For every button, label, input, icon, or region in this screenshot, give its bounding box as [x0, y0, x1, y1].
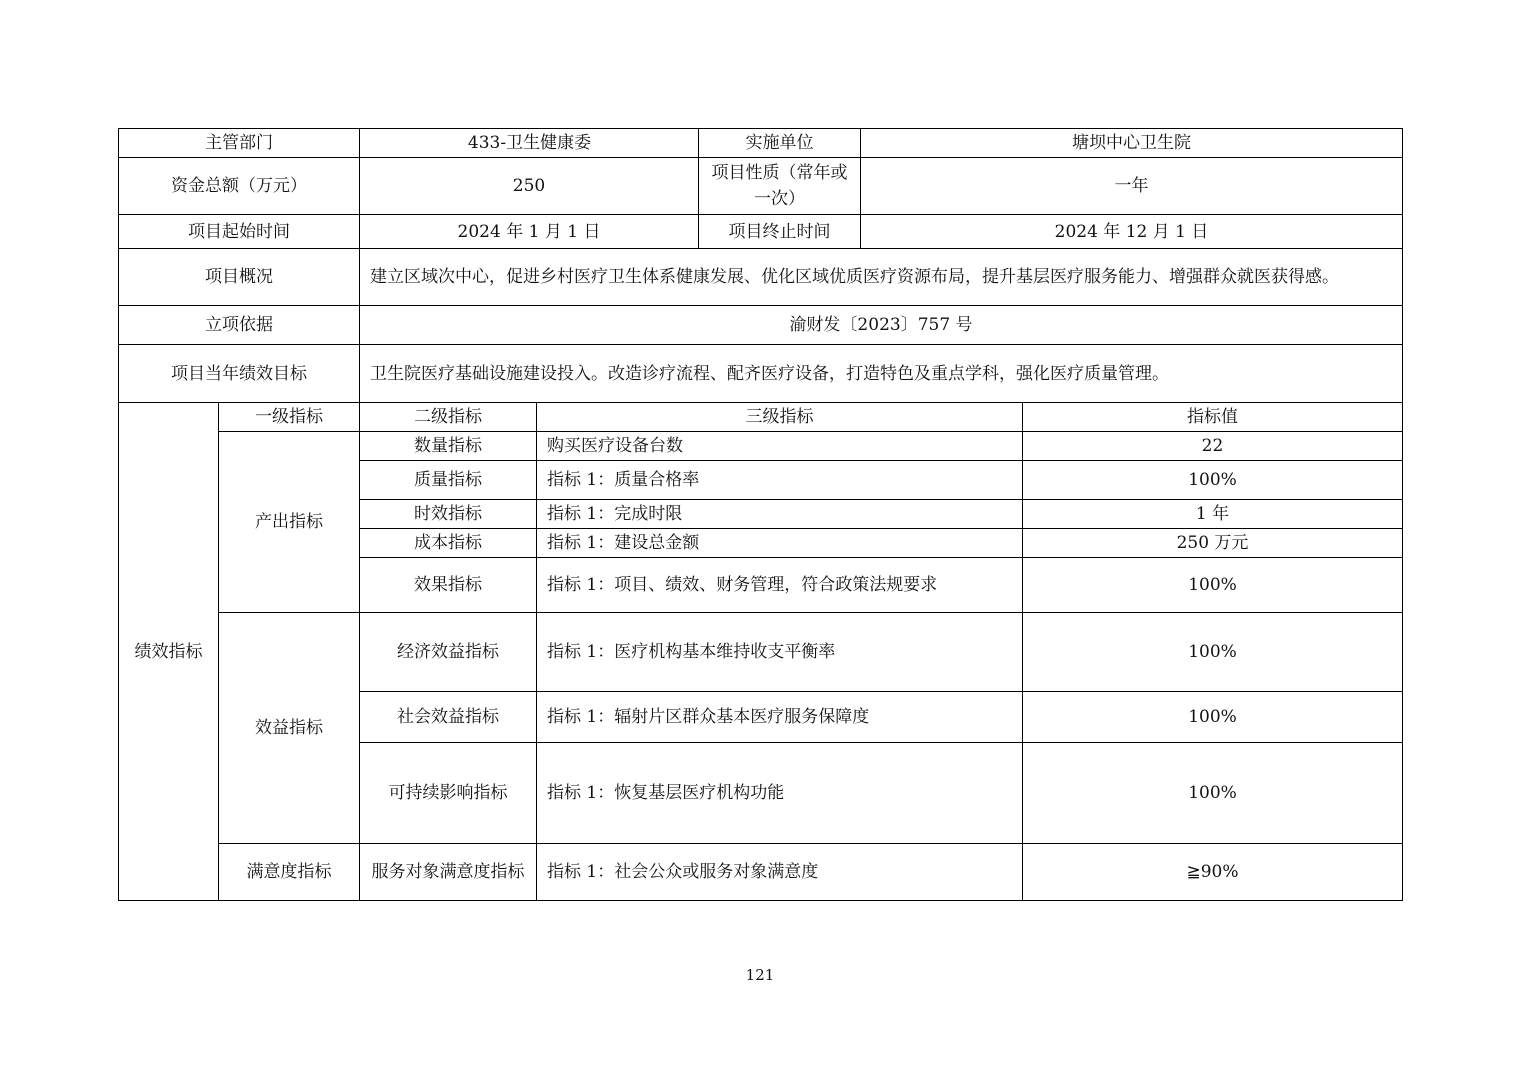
goal-value: 卫生院医疗基础设施建设投入。改造诊疗流程、配齐医疗设备，打造特色及重点学科，强化医疗质量管理。	[359, 344, 1403, 403]
col-header-level3: 三级指标	[536, 402, 1023, 432]
value-cell: 100%	[1022, 612, 1403, 692]
basis-label: 立项依据	[118, 305, 360, 345]
level2-cell: 成本指标	[359, 528, 537, 558]
funds-label: 资金总额（万元）	[118, 157, 360, 215]
overview-value: 建立区域次中心，促进乡村医疗卫生体系健康发展、优化区域优质医疗资源布局，提升基层医疗服务能力、增强群众就医获得感。	[359, 248, 1403, 306]
col-header-level1: 一级指标	[218, 402, 360, 432]
level2-cell: 经济效益指标	[359, 612, 537, 692]
level3-cell: 指标 1：医疗机构基本维持收支平衡率	[536, 612, 1023, 692]
end-label: 项目终止时间	[698, 214, 861, 249]
start-label: 项目起始时间	[118, 214, 360, 249]
col-header-value: 指标值	[1022, 402, 1403, 432]
level2-cell: 社会效益指标	[359, 691, 537, 743]
project-info-table	[118, 128, 1402, 901]
goal-label: 项目当年绩效目标	[118, 344, 360, 403]
dept-label: 主管部门	[118, 128, 360, 158]
level2-cell: 时效指标	[359, 499, 537, 529]
unit-value: 塘坝中心卫生院	[860, 128, 1403, 158]
unit-label: 实施单位	[698, 128, 861, 158]
document-sheet	[118, 128, 1402, 901]
level3-cell: 指标 1：项目、绩效、财务管理，符合政策法规要求	[536, 557, 1023, 613]
value-cell: ≧90%	[1022, 843, 1403, 901]
level3-cell: 指标 1：质量合格率	[536, 460, 1023, 500]
nature-label: 项目性质（常年或一次）	[698, 157, 861, 215]
level3-cell: 指标 1：社会公众或服务对象满意度	[536, 843, 1023, 901]
funds-value: 250	[359, 157, 699, 215]
level2-cell: 数量指标	[359, 431, 537, 461]
value-cell: 100%	[1022, 691, 1403, 743]
level2-cell: 效果指标	[359, 557, 537, 613]
level3-cell: 指标 1：完成时限	[536, 499, 1023, 529]
level3-cell: 购买医疗设备台数	[536, 431, 1023, 461]
level2-cell: 服务对象满意度指标	[359, 843, 537, 901]
start-value: 2024 年 1 月 1 日	[359, 214, 699, 249]
value-cell: 100%	[1022, 742, 1403, 844]
value-cell: 100%	[1022, 557, 1403, 613]
level2-cell: 质量指标	[359, 460, 537, 500]
level3-cell: 指标 1：恢复基层医疗机构功能	[536, 742, 1023, 844]
level1-group-2: 满意度指标	[218, 843, 360, 901]
dept-value: 433-卫生健康委	[359, 128, 700, 158]
level2-cell: 可持续影响指标	[359, 742, 537, 844]
overview-label: 项目概况	[118, 248, 360, 306]
value-cell: 100%	[1022, 460, 1403, 500]
level1-group-1: 效益指标	[218, 612, 360, 844]
basis-value: 渝财发〔2023〕757 号	[359, 305, 1403, 345]
end-value: 2024 年 12 月 1 日	[860, 214, 1403, 249]
level3-cell: 指标 1：辐射片区群众基本医疗服务保障度	[536, 691, 1023, 743]
col-header-level2: 二级指标	[359, 402, 537, 432]
level3-cell: 指标 1：建设总金额	[536, 528, 1023, 558]
value-cell: 250 万元	[1022, 528, 1403, 558]
level1-group-0: 产出指标	[218, 431, 360, 613]
nature-value: 一年	[860, 157, 1403, 215]
page-number: 121	[745, 966, 775, 984]
value-cell: 1 年	[1022, 499, 1403, 529]
value-cell: 22	[1022, 431, 1403, 461]
metrics-section-label: 绩效指标	[118, 402, 219, 901]
